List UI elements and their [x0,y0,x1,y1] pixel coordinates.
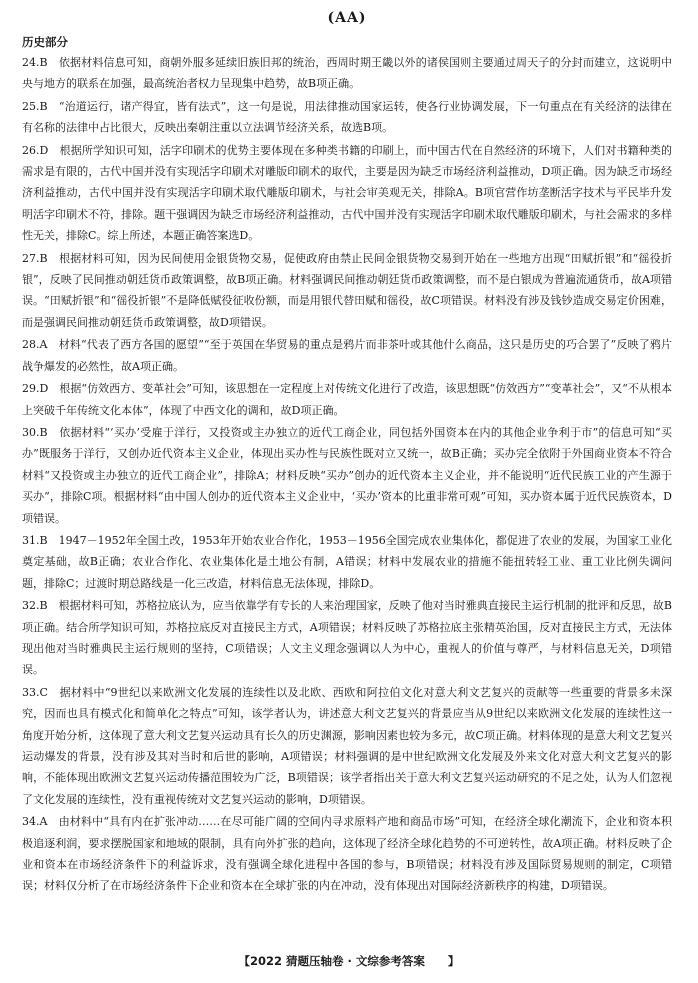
answer-text: 根据“仿效西方、变革社会”可知，该思想在一定程度上对传统文化进行了改造，该思想既“仿效西方”“变革社会”，又“不从根本上突破千年传统文化本体”，体现了中西文化的调和，故D项正确。 [22,382,672,417]
answer-number: 26.D [22,143,49,157]
answer-item [22,248,672,334]
section-title: 历史部分 [22,35,68,49]
answer-text: 据材料中“9世纪以来欧洲文化发展的连续性以及北欧、西欧和阿拉伯文化对意大利文艺复兴的贡献等一些重要的背景多未深究，因而也具有模式化和简单化之特点”可知，该学者认为，讲述意大利文艺复兴的背景应当从9世纪以来欧洲文化发展的连续性这一角度开始分析，这体现了意大利文艺复兴运动具有长久的历史渊源，影响因素也较为多元，故C项正确。材料体现的是意大利文艺复兴运动爆发的背景，没有涉及其对当时和后世的影响，A项错误；材料强调的是中世纪欧洲文化发展及外来文化对意大利文艺复兴的影响，不能体现出欧洲文艺复兴运动传播范围较为广泛，B项错误；该学者指出关于意大利文艺复兴运动研究的不足之处，认为人们忽视了文化发展的连续性，没有重视传统对文艺复兴运动的影响，D项错误。 [22,685,672,806]
answer-text: 由材料中“具有内在扩张冲动……在尽可能广阔的空间内寻求原料产地和商品市场”可知，在经济全球化潮流下，企业和资本积极追逐利润，要求摆脱国家和地域的限制，具有向外扩张的趋向，这体现了经济全球化趋势的不可逆转性，故A项正确。材料反映了企业和资本在市场经济条件下的利益诉求，没有强调全球化进程中各国的参与，B项错误；材料没有涉及国际贸易规则的制定，C项错误；材料仅分析了在市场经济条件下企业和资本在全球扩张的内在冲动，没有体现出对国际经济新秩序的构建，D项错误。 [22,815,672,893]
answer-number: 31.B [22,533,48,547]
answer-item [22,334,672,377]
answer-list [22,52,672,897]
answer-text: 材料“代表了西方各国的愿望”“至于英国在华贸易的重点是鸦片而非茶叶或其他什么商品，这只是历史的巧合罢了”反映了鸦片战争爆发的必然性，故A项正确。 [22,338,673,373]
answer-item [22,52,672,95]
answer-item [22,530,672,594]
answer-text: 根据所学知识可知，活字印刷术的优势主要体现在多种类书籍的印刷上，而中国古代在自然经济的环境下，人们对书籍种类的需求是有限的，古代中国并没有实现活字印刷术对雕版印刷术的取代，主要是因为缺乏市场经济利益推动，D项正确。因为缺乏市场经济利益推动，古代中国并没有实现活字印刷术取代雕版印刷术，与社会审美观无关，排除A。B项官营作坊垄断活字技术与平民毕升发明活字印刷术不符，排除。题干强调因为缺乏市场经济利益推动，古代中国并没有实现活字印刷术取代雕版印刷术，与社会需求的多样性无关，排除C。综上所述，本题正确答案选D。 [22,143,673,243]
answer-text: 根据材料可知，因为民间使用金银货物交易，促使政府由禁止民间金银货物交易到开始在一些地方出现“田赋折银”和“徭役折银”，反映了民间推动朝廷货币政策调整，故B项正确。材料强调民间推动朝廷货币政策调整，而不是白银成为普遍流通货币，故A项错误。“田赋折银”和“徭役折银”不是降低赋役征收份额，而是用银代替田赋和徭役，故C项错误。材料没有涉及钱钞造成交易定价困难，而是强调民间推动朝廷货币政策调整，故D项错误。 [22,251,673,329]
answer-item [22,140,672,247]
answer-item [22,811,672,897]
page-header: (AA) [327,10,367,26]
answer-item [22,595,672,681]
answer-item [22,422,672,529]
answer-number: 28.A [22,338,48,352]
answer-number: 32.B [22,599,48,613]
answer-number: 27.B [22,251,48,265]
answer-number: 25.B [22,99,48,113]
answer-text: 依据材料“‘买办’受雇于洋行，又投资或主办独立的近代工商企业，同包括外国资本在内的其他企业争利于市”的信息可知“买办”既服务于洋行，又创办近代资本主义企业，体现出买办性与民族性既对立又统一，故B正确；买办完全依附于外国商业资本不符合材料“又投资或主办独立的近代工商企业”，排除A；材料反映“买办”创办的近代资本主义企业，并不能说明“近代民族工业的产生源于买办”，排除C项。根据材料“由中国人创办的近代资本主义企业中，‘买办’资本的比重非常可观”可知，买办资本属于近代民族资本，D项错误。 [22,425,672,525]
answer-item [22,682,672,810]
answer-text: 1947－1952年全国土改，1953年开始农业合作化，1953－1956全国完成农业集体化，都促进了农业的发展，为国家工业化奠定基础，故B正确；农业合作化、农业集体化是土地公有制，A错误；材料中发展农业的措施不能扭转轻工业、重工业比例失调问题，排除C；过渡时期总路线是一化三改造，材料信息无法体现，排除D。 [22,533,673,590]
answer-number: 30.B [22,425,48,439]
page-footer: 【2022 猜题压轴卷 · 文综参考答案 】 [238,954,460,968]
answer-text: 依据材料信息可知，商朝外服多延续旧族旧邦的统治，西周时期王畿以外的诸侯国则主要通过周天子的分封而建立，这说明中央与地方的联系在加强，最高统治者权力呈现集中趋势，故B项正确。 [22,56,673,91]
answer-number: 24.B [22,56,48,69]
answer-text: 根据材料可知，苏格拉底认为，应当依靠学有专长的人来治理国家，反映了他对当时雅典直接民主运行机制的批评和反思，故B项正确。结合所学知识可知，苏格拉底反对直接民主方式，A项错误；材料反映了苏格拉底主张精英治国，反对直接民主方式，无法体现出他对当时雅典民主运行规则的坚持，C项错误；人文主义理念强调以人为中心，重视人的价值与尊严，与材料信息无关，D项错误。 [22,599,672,677]
answer-number: 29.D [22,382,49,396]
answer-item [22,96,672,139]
answer-text: “治道运行，诸产得宜，皆有法式”，这一句是说，用法律推动国家运转，使各行业协调发展，下一句重点在有关经济的法律在有名称的法律中占比很大，反映出秦朝注重以立法调节经济关系，故选B项。 [22,99,673,135]
answer-number: 33.C [22,685,48,699]
answer-item [22,378,672,421]
answer-number: 34.A [22,815,48,829]
